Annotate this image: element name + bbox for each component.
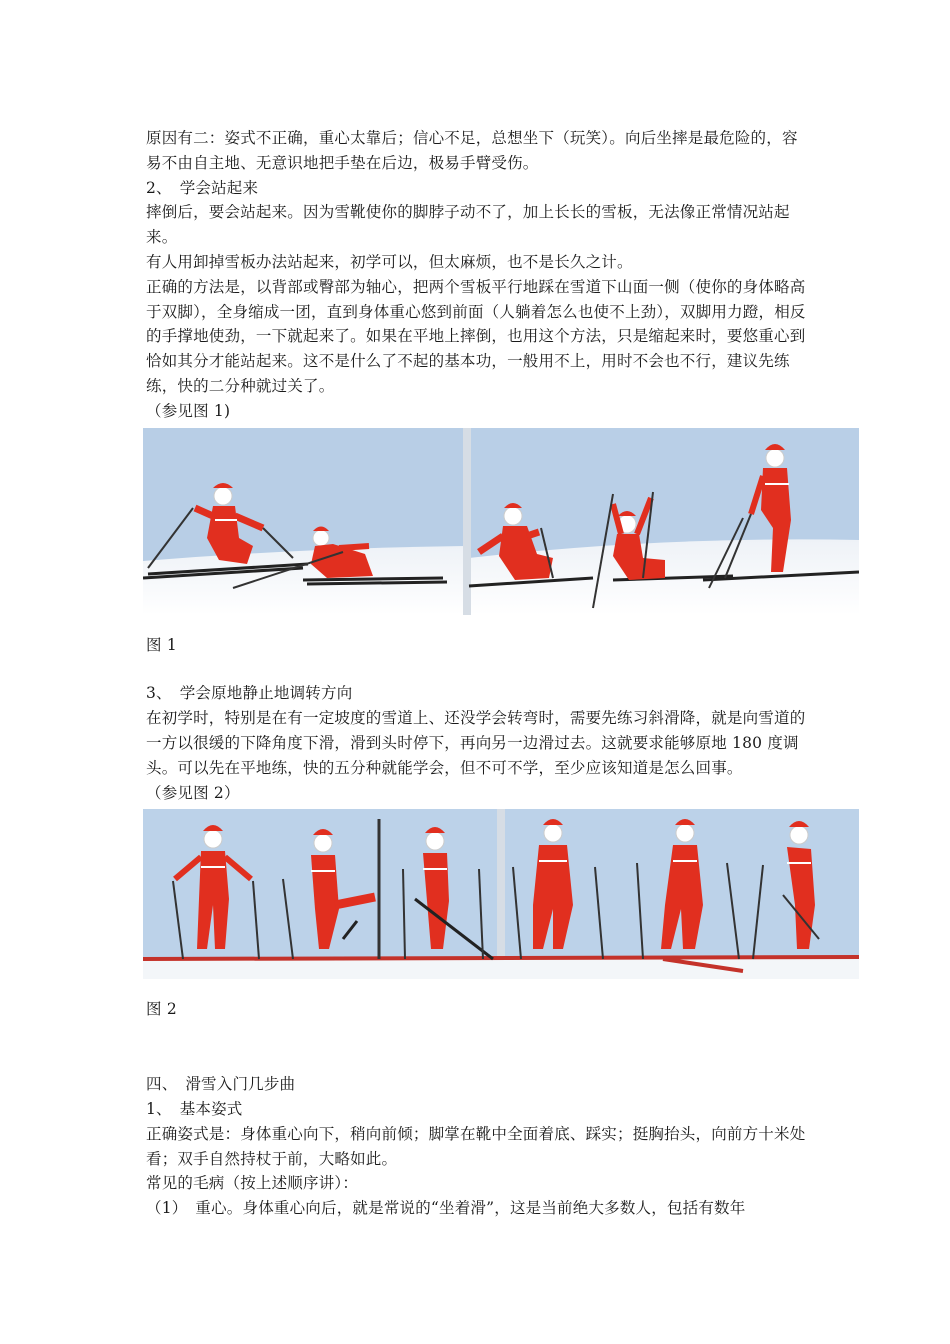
- paragraph: 在初学时，特别是在有一定坡度的雪道上、还没学会转弯时，需要先练习斜滑降，就是向雪道的一方以很缓的下降角度下滑，滑到头时停下，再向另一边滑过去。这就要求能够原地 180 度调头。可以先在平地练，快的五分种就能学会，但不可不学，至少应该知道是怎么回事。: [146, 709, 806, 777]
- paragraph: 原因有二：姿式不正确，重心太靠后；信心不足，总想坐下（玩笑）。向后坐摔是最危险的，容易不由自主地、无意识地把手垫在后边，极易手臂受伤。: [146, 129, 798, 172]
- paragraph: 正确姿式是：身体重心向下，稍向前倾；脚掌在靴中全面着底、踩实；挺胸抬头，向前方十米处看；双手自然持杖于前，大略如此。: [146, 1124, 806, 1168]
- figure-1-caption: 图 1: [146, 635, 177, 654]
- chapter-heading: 四、 滑雪入门几步曲: [146, 1075, 296, 1094]
- figure-2-illustration: [143, 809, 859, 979]
- paragraph: 有人用卸掉雪板办法站起来，初学可以，但太麻烦，也不是长久之计。: [146, 252, 633, 271]
- figure-1-illustration: [143, 428, 859, 615]
- figure-reference: （参见图 1): [146, 401, 231, 420]
- section-heading: 2、 学会站起来: [146, 178, 259, 197]
- paragraph: 正确的方法是，以背部或臀部为轴心，把两个雪板平行地踩在雪道下山面一侧（使你的身体略高于双脚），全身缩成一团，直到身体重心悠到前面（人躺着怎么也使不上劲），双脚用力蹬，相反的手撑地使劲，一下就起来了。如果在平地上摔倒，也用这个方法，只是缩起来时，要悠重心到恰如其分才能站起来。这不是什么了不起的基本功，一般用不上，用时不会也不行，建议先练练，快的二分种就过关了。: [146, 277, 806, 395]
- figure-2-caption: 图 2: [146, 1000, 177, 1019]
- document-body: [146, 126, 812, 1221]
- paragraph: 摔倒后，要会站起来。因为雪靴使你的脚脖子动不了，加上长长的雪板，无法像正常情况站起来。: [146, 203, 790, 247]
- figure-reference: （参见图 2）: [146, 783, 240, 802]
- paragraph: （1） 重心。身体重心向后，就是常说的“坐着滑”，这是当前绝大多数人，包括有数年: [146, 1199, 746, 1218]
- section-heading: 3、 学会原地静止地调转方向: [146, 684, 353, 703]
- paragraph: 常见的毛病（按上述顺序讲）：: [146, 1174, 359, 1193]
- section-heading: 1、 基本姿式: [146, 1099, 243, 1118]
